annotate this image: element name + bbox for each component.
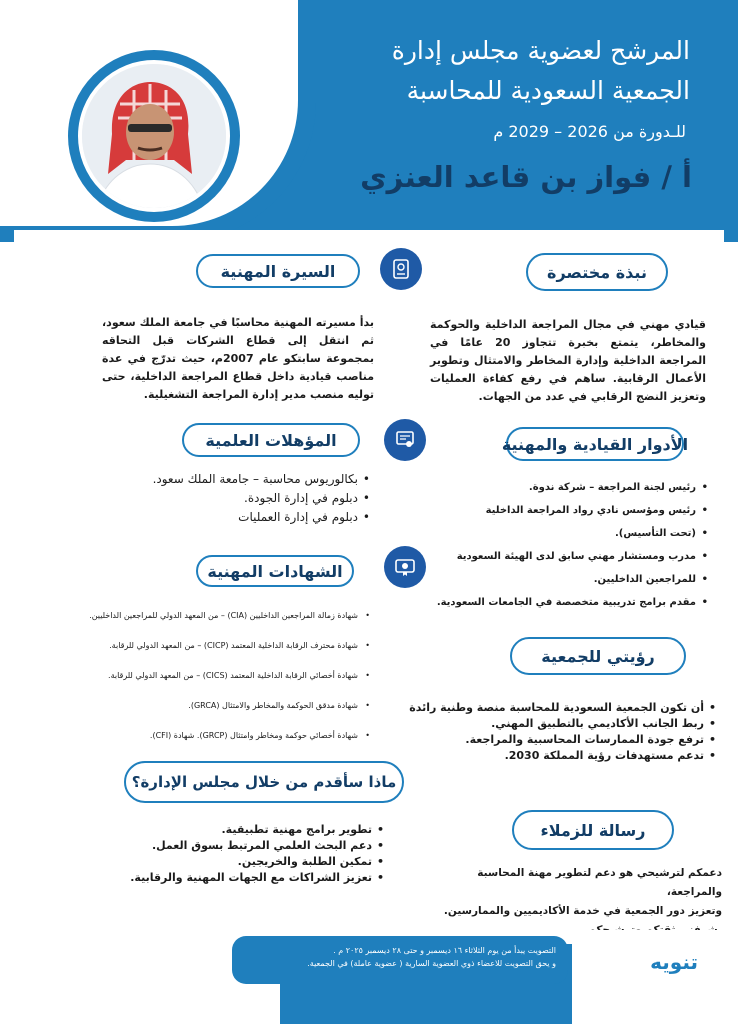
message-line: دعمكم لترشيحي هو دعم لتطوير مهنة المحاسبة والمراجعة، bbox=[477, 867, 722, 898]
certificates-list bbox=[64, 610, 370, 742]
career-heading: السيرة المهنية bbox=[196, 254, 360, 288]
offer-item: • تطوير برامج مهنية تطبيقية. bbox=[104, 822, 384, 838]
roles-item: • مدرب ومستشار مهني سابق لدى الهيئة السعودية bbox=[418, 545, 708, 568]
roles-item: • مقدم برامج تدريبية متخصصة في الجامعات السعودية. bbox=[418, 591, 708, 614]
roles-item: • رئيس لجنة المراجعة – شركة ندوة. bbox=[418, 476, 708, 499]
message-heading: رسالة للزملاء bbox=[512, 810, 674, 850]
certificates-heading: الشهادات المهنية bbox=[196, 555, 354, 587]
roles-list bbox=[418, 476, 708, 614]
offer-item: • تعزيز الشراكات مع الجهات المهنية والرقابية. bbox=[104, 870, 384, 886]
person-icon bbox=[78, 64, 226, 212]
roles-item bbox=[418, 568, 708, 591]
qualification-item: • دبلوم في إدارة العمليات bbox=[118, 508, 370, 527]
certificates-icon-box bbox=[384, 546, 426, 588]
notice-title: تنويه bbox=[650, 950, 698, 974]
roles-heading: الأدوار القيادية والمهنية bbox=[506, 427, 684, 461]
document-icon bbox=[389, 257, 413, 281]
qualifications-list bbox=[118, 470, 370, 527]
qualification-item: • دبلوم في إدارة الجودة. bbox=[118, 489, 370, 508]
offer-list bbox=[104, 822, 384, 886]
career-icon-box bbox=[380, 248, 422, 290]
career-text: بدأ مسيرته المهنية محاسبًا في جامعة الملك سعود، ثم انتقل إلى قطاع الشركات قبل التحاقه بمجموعة سابتكو عام 2007م، حيث تدرّج في عدة مناصب قيادية داخل قطاع المراجعة الداخلية، حتى توليه منصب مدير إدارة المراجعة التشغيلية. bbox=[102, 316, 374, 401]
vision-item: • تدعم مستهدفات رؤية المملكة 2030. bbox=[404, 748, 716, 764]
qualifications-heading: المؤهلات العلمية bbox=[182, 423, 360, 457]
vote-line2: و يحق التصويت للاعضاء ذوي العضوية السارية ( عضوية عاملة) في الجمعية. bbox=[307, 959, 556, 968]
header-title-line1: المرشح لعضوية مجلس إدارة bbox=[391, 36, 690, 65]
vote-line1: التصويت يبدأ من يوم الثلاثاء ١٦ ديسمبر و حتى ٢٨ ديسمبر ٢٠٢٥ م . bbox=[333, 946, 556, 955]
roles-item: • رئيس ومؤسس نادي رواد المراجعة الداخلية bbox=[418, 499, 708, 522]
certificate-item: • شهادة زمالة المراجعين الداخليين (CIA) – من المعهد الدولي للمراجعين الداخليين. bbox=[64, 610, 370, 622]
qualification-item: • بكالوريوس محاسبة – جامعة الملك سعود. bbox=[118, 470, 370, 489]
certificate-item: • شهادة محترف الرقابة الداخلية المعتمد (CICP) – من المعهد الدولي للرقابة. bbox=[64, 640, 370, 652]
offer-item: • دعم البحث العلمي المرتبط بسوق العمل. bbox=[104, 838, 384, 854]
candidate-name: أ / فواز بن قاعد العنزي bbox=[360, 160, 692, 194]
roles-item bbox=[418, 522, 708, 545]
message-text bbox=[430, 864, 722, 940]
roles-item-cont: (تحت التأسيس). bbox=[614, 528, 696, 539]
certificate-item: • شهادة أخصائي الرقابة الداخلية المعتمد (CICS) – من المعهد الدولي للرقابة. bbox=[64, 670, 370, 682]
offer-heading: ماذا سأقدم من خلال مجلس الإدارة؟ bbox=[124, 761, 404, 803]
badge-icon bbox=[393, 555, 417, 579]
vision-item: • أن تكون الجمعية السعودية للمحاسبة منصة وطنية رائدة bbox=[404, 700, 716, 716]
header-term: للـدورة من 2026 – 2029 م bbox=[493, 122, 686, 141]
about-text: قيادي مهني في مجال المراجعة الداخلية والحوكمة والمخاطر، يتمتع بخبرة تتجاوز 20 عامًا في المراجعة الداخلية وإدارة المخاطر والامتثال وتطوير الأعمال الرقابية. ساهم في رفع كفاءة العمليات وتعزيز النضج الرقابي في عدد من الجهات. bbox=[430, 318, 706, 403]
offer-item: • تمكين الطلبة والخريجين. bbox=[104, 854, 384, 870]
vision-heading: رؤيتي للجمعية bbox=[510, 637, 686, 675]
vision-item: • ترفع جودة الممارسات المحاسبية والمراجعة. bbox=[404, 732, 716, 748]
header-title-line2: الجمعية السعودية للمحاسبة bbox=[406, 76, 690, 105]
vision-list bbox=[404, 700, 716, 764]
message-line: وتعزيز دور الجمعية في خدمة الأكاديميين والممارسين. bbox=[443, 905, 722, 917]
qualifications-icon-box bbox=[384, 419, 426, 461]
candidate-photo bbox=[78, 60, 230, 212]
certificate-icon bbox=[393, 428, 417, 452]
vote-notice-box bbox=[232, 936, 568, 984]
roles-item-cont: للمراجعين الداخليين. bbox=[593, 574, 696, 585]
certificate-item: • شهادة أخصائي حوكمة ومخاطر وامتثال (GRCP). شهادة (CFI). bbox=[64, 730, 370, 742]
vision-item: • ربط الجانب الأكاديمي بالتطبيق المهني. bbox=[404, 716, 716, 732]
about-heading: نبذة مختصرة bbox=[526, 253, 668, 291]
certificate-item: • شهادة مدقق الحوكمة والمخاطر والامتثال (GRCA). bbox=[64, 700, 370, 712]
